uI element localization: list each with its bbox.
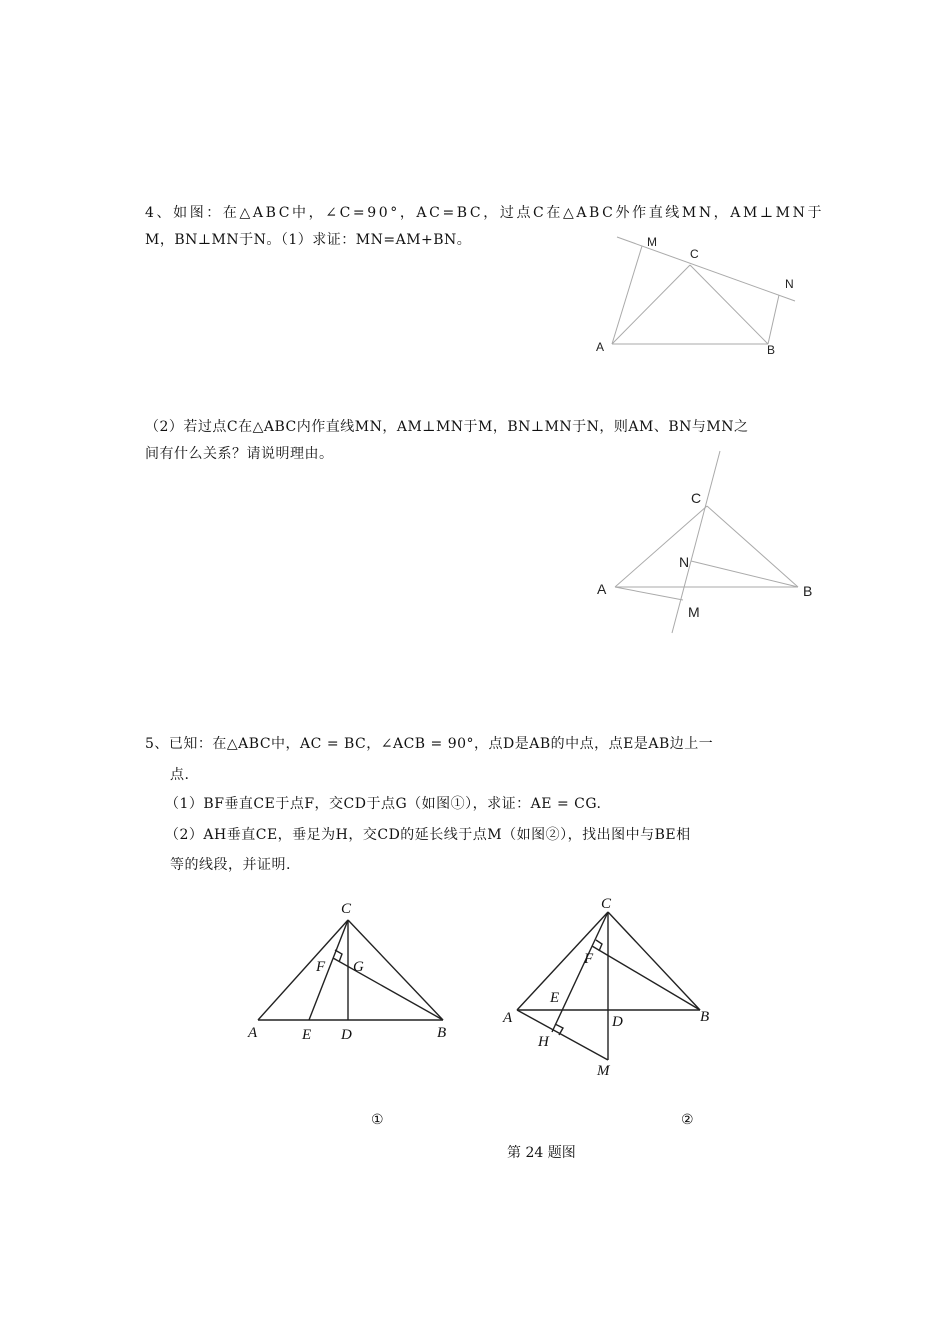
fig4-segment-bc bbox=[608, 912, 700, 1010]
fig4-label-d: D bbox=[612, 1014, 623, 1030]
fig3-label-a: A bbox=[248, 1025, 258, 1041]
fig2-label-b: B bbox=[803, 583, 813, 599]
fig2-label-a: A bbox=[597, 581, 607, 597]
fig1-label-m: M bbox=[647, 235, 657, 249]
fig1-label-c: C bbox=[690, 247, 699, 261]
fig4-segment-ac bbox=[517, 912, 608, 1010]
figure-caption-1: ① bbox=[371, 1112, 384, 1128]
fig3-label-d: D bbox=[341, 1027, 352, 1043]
fig3-label-e: E bbox=[302, 1027, 312, 1043]
problem4-line2: M，BN⊥MN于N。（1）求证：MN=AM+BN。 bbox=[145, 232, 472, 248]
fig4-label-e: E bbox=[550, 990, 560, 1006]
fig4-label-c: C bbox=[601, 896, 612, 912]
fig2-label-n: N bbox=[679, 554, 690, 570]
problem4-line1: 4、如图：在△ABC中，∠C=90°，AC=BC，过点C在△ABC外作直线MN，AM⊥MN于 bbox=[145, 205, 825, 221]
fig3-label-g: G bbox=[353, 959, 364, 975]
fig1-label-n: N bbox=[785, 277, 794, 291]
fig4-segment-ch bbox=[552, 912, 608, 1032]
fig4-label-m: M bbox=[597, 1063, 610, 1079]
problem5-line4: （2）AH垂直CE，垂足为H，交CD的延长线于点M（如图②），找出图中与BE相 bbox=[165, 827, 691, 843]
fig4-label-h: H bbox=[538, 1034, 549, 1050]
figure-caption-2: ② bbox=[681, 1112, 694, 1128]
fig4-label-b: B bbox=[700, 1009, 710, 1025]
fig4-label-a: A bbox=[503, 1010, 513, 1026]
problem4-part2-line1: （2）若过点C在△ABC内作直线MN，AM⊥MN于M，BN⊥MN于N，则AM、BN与MN之 bbox=[145, 419, 749, 435]
figure-title: 第 24 题图 bbox=[507, 1145, 576, 1161]
fig3-label-b: B bbox=[437, 1025, 447, 1041]
fig1-label-b: B bbox=[767, 343, 776, 357]
fig2-label-m: M bbox=[688, 604, 700, 620]
fig2-label-c: C bbox=[691, 490, 702, 506]
fig3-label-c: C bbox=[341, 901, 352, 917]
fig3-label-f: F bbox=[316, 959, 326, 975]
problem5-line3: （1）BF垂直CE于点F，交CD于点G（如图①），求证：AE = CG. bbox=[165, 796, 602, 812]
fig4-label-f: F bbox=[584, 951, 594, 967]
problem5-line5: 等的线段，并证明. bbox=[170, 857, 291, 873]
problem4-part2-line2: 间有什么关系？请说明理由。 bbox=[145, 446, 334, 462]
problem5-line1: 5、已知：在△ABC中，AC = BC，∠ACB = 90°，点D是AB的中点，点E是AB边上一 bbox=[145, 736, 714, 752]
fig4-segment-am bbox=[517, 1010, 608, 1060]
fig1-label-a: A bbox=[596, 340, 605, 354]
problem5-line2: 点. bbox=[170, 767, 190, 783]
